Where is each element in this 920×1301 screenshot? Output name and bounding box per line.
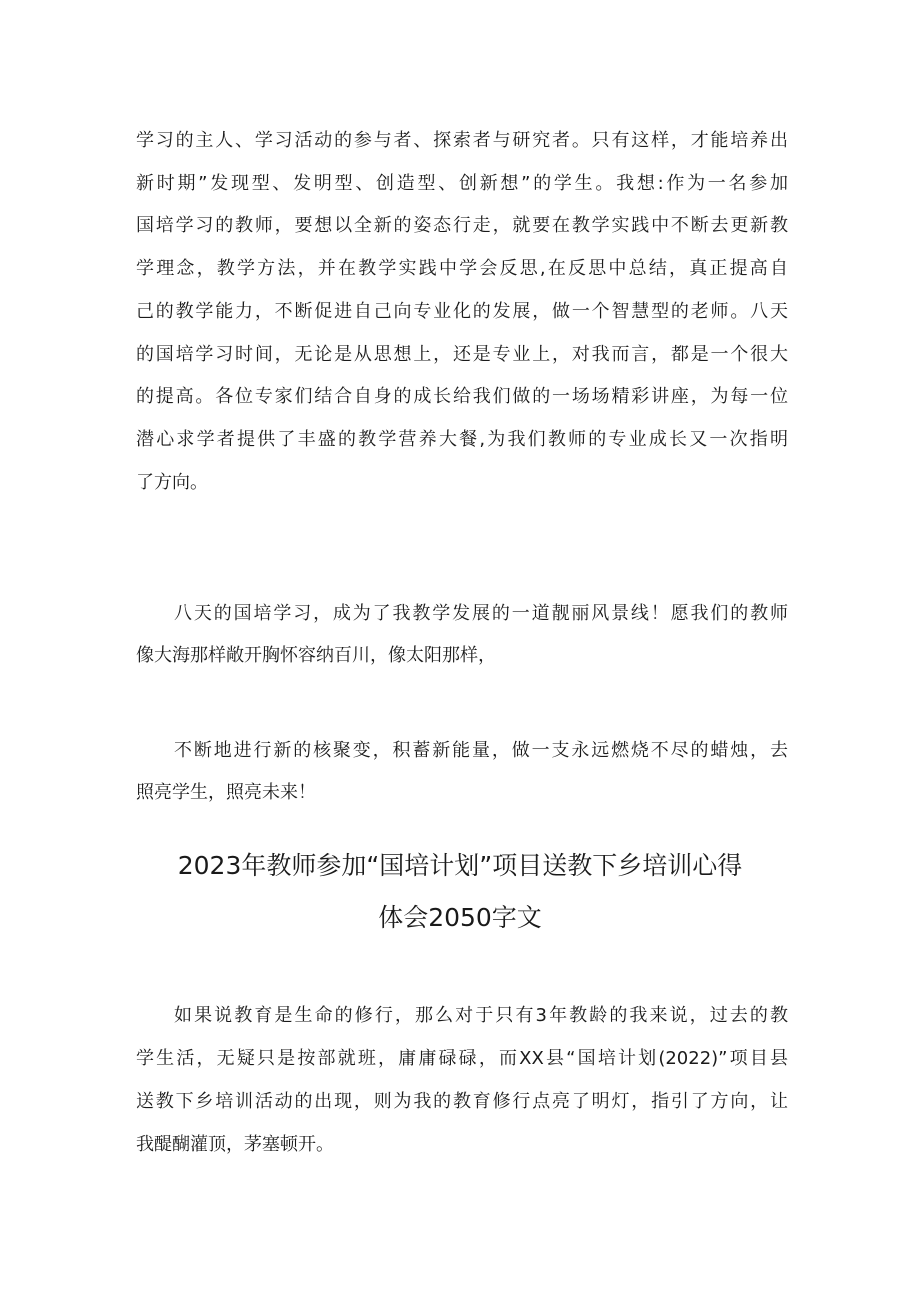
paragraph-intro bbox=[136, 994, 788, 1166]
text-line: 八天的国培学习，成为了我教学发展的一道靓丽风景线！愿我们的教师 bbox=[174, 603, 788, 624]
text-line: 己的教学能力，不断促进自己向专业化的发展，做一个智慧型的老师。八天 bbox=[136, 300, 788, 322]
text-line: 国培学习的教师，要想以全新的姿态行走，就要在教学实践中不断去更新教 bbox=[136, 215, 788, 237]
text-line: 的国培学习时间，无论是从思想上，还是专业上，对我而言，都是一个很大 bbox=[136, 343, 788, 365]
article-heading bbox=[120, 840, 800, 944]
text-line: 学习的主人、学习活动的参与者、探索者与研究者。只有这样，才能培养出 bbox=[136, 130, 788, 151]
text-line: 了方向。 bbox=[136, 471, 208, 493]
heading-line: 体会2050字文 bbox=[378, 903, 542, 932]
text-line: 学理念，教学方法，并在教学实践中学会反思,在反思中总结，真正提高自 bbox=[136, 258, 788, 280]
paragraph-continued bbox=[136, 120, 788, 504]
text-line: 的提高。各位专家们结合自身的成长给我们做的一场场精彩讲座，为每一位 bbox=[136, 386, 788, 408]
text-line: 送教下乡培训活动的出现，则为我的教育修行点亮了明灯，指引了方向，让 bbox=[136, 1091, 788, 1112]
text-line: 照亮学生，照亮未来！ bbox=[136, 782, 316, 803]
text-line: 我醍醐灌顶，茅塞顿开。 bbox=[136, 1134, 334, 1155]
text-line: 新时期”发现型、发明型、创造型、创新想”的学生。我想:作为一名参加 bbox=[136, 172, 788, 194]
heading-line: 2023年教师参加“国培计划”项目送教下乡培训心得 bbox=[177, 851, 743, 880]
paragraph-candle bbox=[136, 730, 788, 814]
text-line: 像大海那样敞开胸怀容纳百川，像太阳那样， bbox=[136, 645, 496, 666]
paragraph-scenery bbox=[136, 593, 788, 677]
text-line: 不断地进行新的核聚变，积蓄新能量，做一支永远燃烧不尽的蜡烛，去 bbox=[174, 740, 788, 761]
text-line: 潜心求学者提供了丰盛的教学营养大餐,为我们教师的专业成长又一次指明 bbox=[136, 428, 788, 450]
text-line: 学生活，无疑只是按部就班，庸庸碌碌，而XX县“国培计划(2022)”项目县 bbox=[136, 1048, 788, 1069]
text-line: 如果说教育是生命的修行，那么对于只有3年教龄的我来说，过去的教 bbox=[174, 1005, 788, 1026]
